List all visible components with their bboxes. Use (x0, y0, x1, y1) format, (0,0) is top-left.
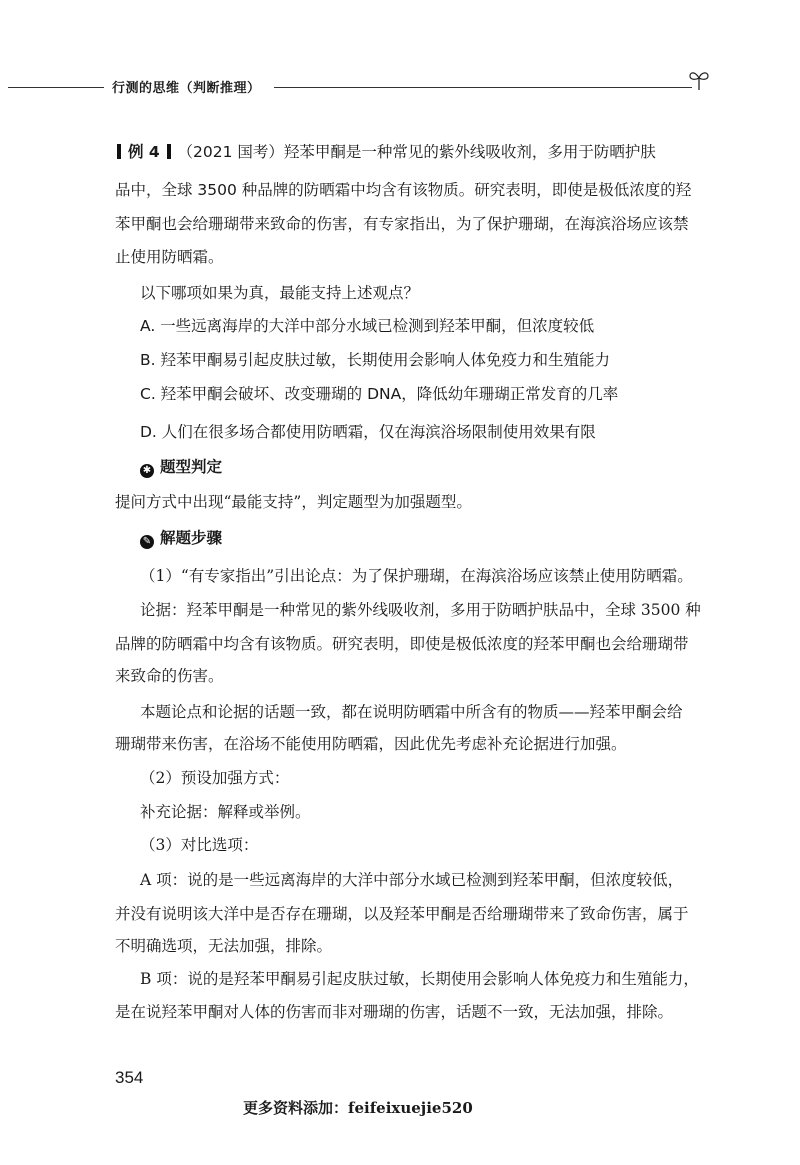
option-a: A. 一些远离海岸的大洋中部分水域已检测到羟苯甲酮，但浓度较低 (140, 317, 595, 335)
header-title: 行测的思维（判断推理） (112, 81, 261, 96)
option-c: C. 羟苯甲酮会破坏、改变珊瑚的 DNA，降低幼年珊瑚正常发育的几率 (140, 385, 619, 403)
section-steps-heading (140, 528, 740, 549)
section-type-heading (140, 457, 740, 478)
evidence-line-3: 来致命的伤害。 (115, 667, 224, 685)
example-bar-left (117, 144, 121, 159)
option-a-analysis-2: 并没有说明该大洋中是否存在珊瑚，以及羟苯甲酮是否给珊瑚带来了致命伤害，属于 (115, 905, 689, 923)
option-b-analysis-2: 是在说羟苯甲酮对人体的伤害而非对珊瑚的伤害，话题不一致，无法加强，排除。 (115, 1003, 674, 1021)
footer-note: 更多资料添加：feifeixuejie520 (243, 1099, 473, 1117)
running-header (0, 68, 800, 98)
example-label: 例 4 (127, 143, 160, 161)
example-stem-2: 品中，全球 3500 种品牌的防晒霜中均含有该物质。研究表明，即使是极低浓度的羟 (115, 181, 692, 199)
option-b-analysis-1: B 项：说的是羟苯甲酮易引起皮肤过敏，长期使用会影响人体免疫力和生殖能力， (140, 970, 699, 988)
example-stem-1: （2021 国考）羟苯甲酮是一种常见的紫外线吸收剂，多用于防晒护肤 (177, 143, 656, 161)
example-stem-4: 止使用防晒霜。 (115, 248, 224, 266)
page-number: 354 (115, 1068, 144, 1087)
analysis-line-1: 本题论点和论据的话题一致，都在说明防晒霜中所含有的物质——羟苯甲酮会给 (140, 703, 683, 721)
header-rule-right (274, 87, 692, 88)
option-d: D. 人们在很多场合都使用防晒霜，仅在海滨浴场限制使用效果有限 (140, 423, 596, 441)
question: 以下哪项如果为真，最能支持上述观点？ (140, 284, 420, 302)
header-rule-left (8, 87, 104, 88)
step-1: （1）“有专家指出”引出论点：为了保护珊瑚，在海滨浴场应该禁止使用防晒霜。 (140, 567, 693, 585)
evidence-line-1: 论据：羟苯甲酮是一种常见的紫外线吸收剂，多用于防晒护肤品中，全球 3500 种 (140, 601, 701, 619)
example-bar-right (167, 144, 171, 159)
pencil-icon: ✎ (140, 535, 154, 549)
step-2: （2）预设加强方式： (140, 769, 290, 787)
evidence-line-2: 品牌的防晒霜中均含有该物质。研究表明，即使是极低浓度的羟苯甲酮也会给珊瑚带 (115, 635, 689, 653)
section-type-title: 题型判定 (160, 458, 223, 476)
section-type-text: 提问方式中出现“最能支持”，判定题型为加强题型。 (115, 493, 472, 511)
option-a-analysis-1: A 项：说的是一些远离海岸的大洋中部分水域已检测到羟苯甲酮，但浓度较低， (140, 871, 684, 889)
example-line-1 (115, 142, 715, 162)
option-a-analysis-3: 不明确选项，无法加强，排除。 (115, 937, 333, 955)
gear-icon: ✱ (140, 464, 154, 478)
step-3: （3）对比选项： (140, 836, 259, 854)
step-2-text: 补充论据：解释或举例。 (140, 803, 311, 821)
example-stem-3: 苯甲酮也会给珊瑚带来致命的伤害，有专家指出，为了保护珊瑚，在海滨浴场应该禁 (115, 215, 689, 233)
sprout-icon (688, 68, 710, 92)
option-b: B. 羟苯甲酮易引起皮肤过敏，长期使用会影响人体免疫力和生殖能力 (140, 351, 610, 369)
analysis-line-2: 珊瑚带来伤害，在浴场不能使用防晒霜，因此优先考虑补充论据进行加强。 (115, 735, 627, 753)
section-steps-title: 解题步骤 (160, 529, 223, 547)
